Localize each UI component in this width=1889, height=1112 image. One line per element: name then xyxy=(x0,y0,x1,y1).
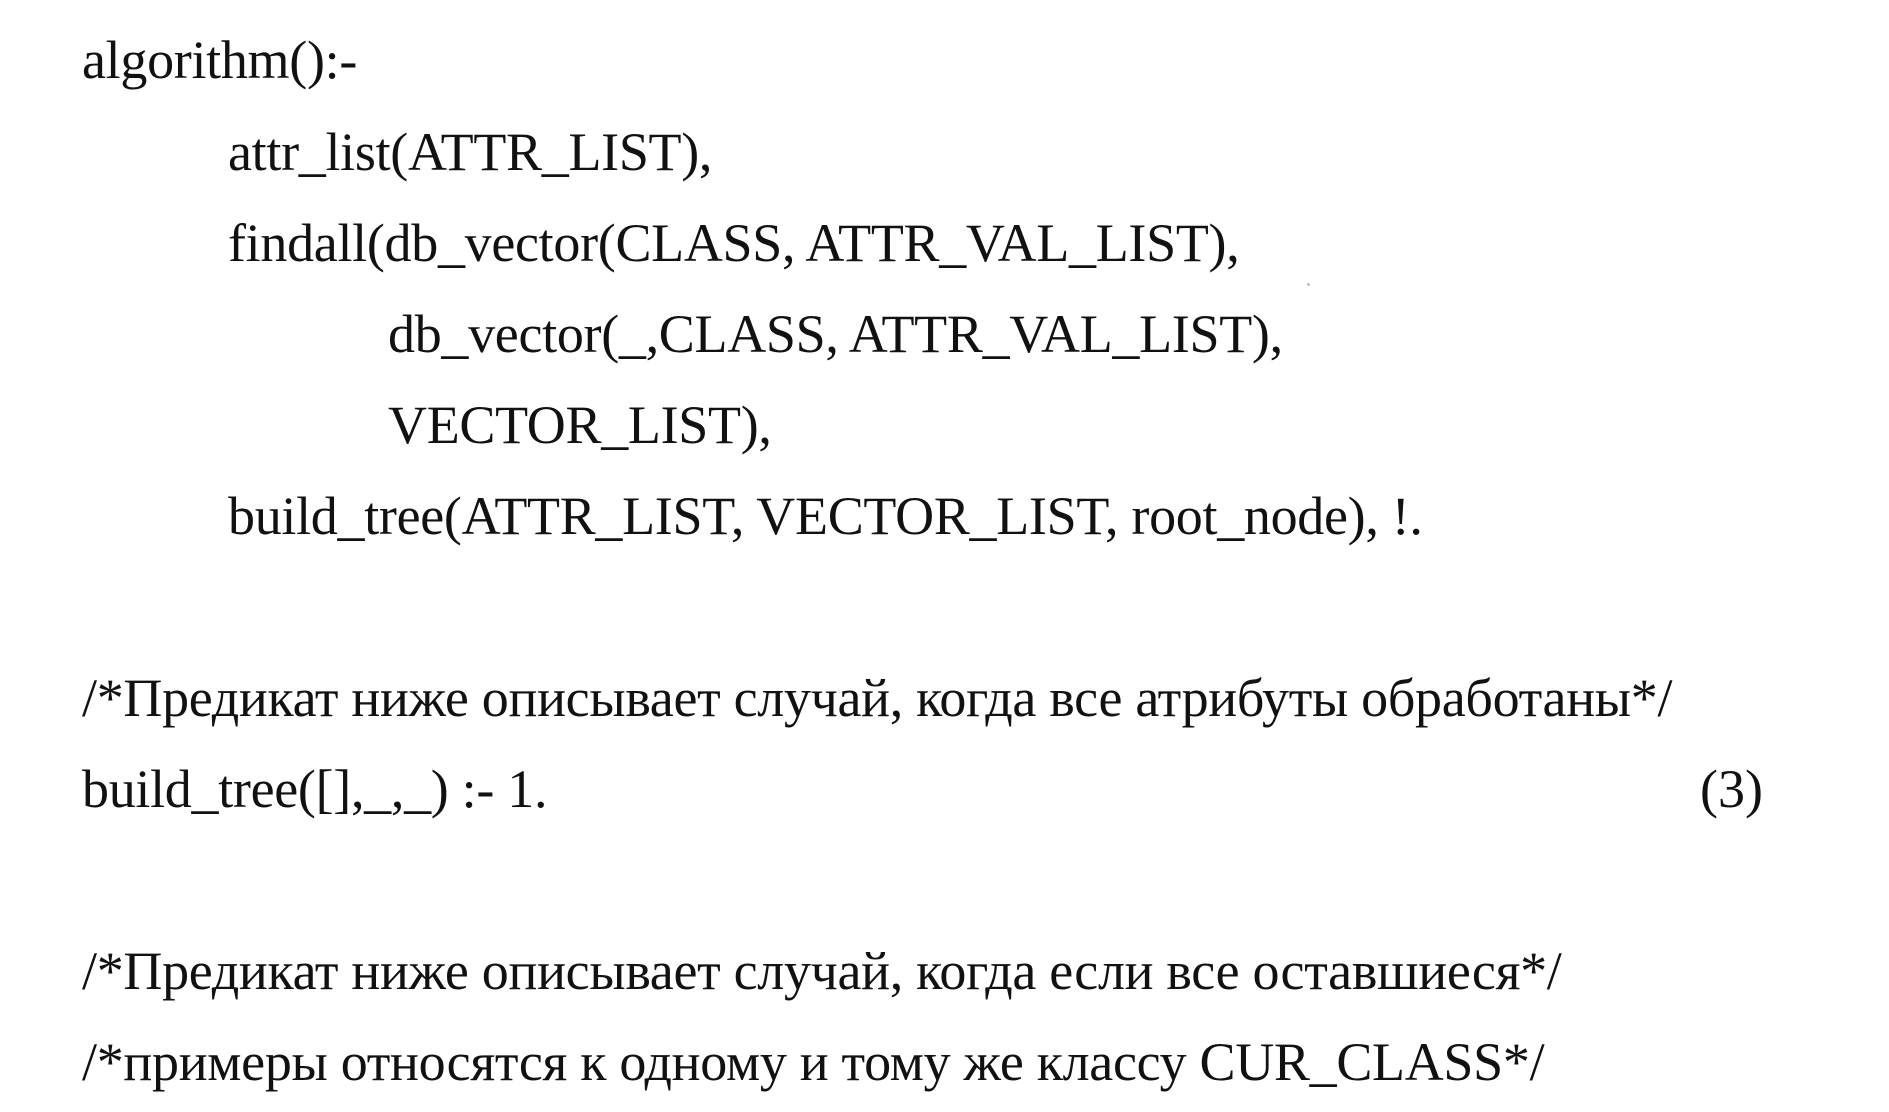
code-line-db-vector: db_vector(_,CLASS, ATTR_VAL_LIST), xyxy=(388,304,1283,364)
code-line-vector-list: VECTOR_LIST), xyxy=(388,395,772,455)
scan-speck xyxy=(1307,283,1310,286)
comment-same-class: /*примеры относятся к одному и тому же классу CUR_CLASS*/ xyxy=(82,1032,1545,1092)
code-line-build-tree-call: build_tree(ATTR_LIST, VECTOR_LIST, root_node), !. xyxy=(228,486,1423,546)
code-line-findall: findall(db_vector(CLASS, ATTR_VAL_LIST), xyxy=(228,213,1240,273)
code-line-attr-list: attr_list(ATTR_LIST), xyxy=(228,122,713,182)
comment-remaining-examples: /*Предикат ниже описывает случай, когда если все оставшиеся*/ xyxy=(82,941,1562,1001)
comment-all-attributes-processed: /*Предикат ниже описывает случай, когда все атрибуты обработаны*/ xyxy=(82,668,1673,728)
code-line-algorithm: algorithm():- xyxy=(82,30,358,90)
code-line-build-tree-base: build_tree([],_,_) :- 1. xyxy=(82,759,548,819)
equation-number: (3) xyxy=(1700,759,1763,819)
